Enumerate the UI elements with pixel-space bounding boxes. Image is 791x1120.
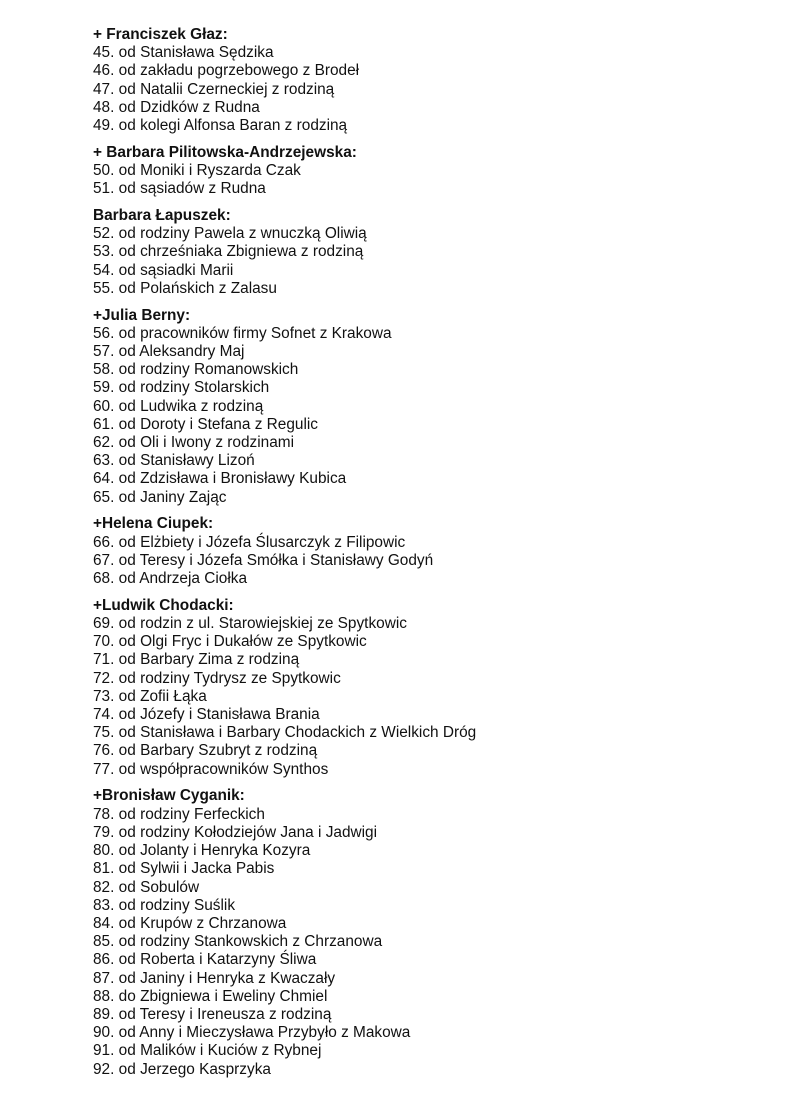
- list-item: 46. od zakładu pogrzebowego z Brodeł: [93, 62, 360, 80]
- list-item: 51. od sąsiadów z Rudna: [93, 180, 266, 198]
- section: [93, 207, 753, 298]
- list-item: 91. od Malików i Kuciów z Rybnej: [93, 1042, 322, 1060]
- list-item: 65. od Janiny Zając: [93, 488, 227, 506]
- list-item: 67. od Teresy i Józefa Smółka i Stanisławy Godyń: [93, 551, 434, 569]
- list-item: 84. od Krupów z Chrzanowa: [93, 914, 287, 932]
- section-heading: + Barbara Pilitowska-Andrzejewska:: [93, 143, 357, 161]
- section: [93, 597, 753, 779]
- list-item: 60. od Ludwika z rodziną: [93, 397, 264, 415]
- list-item: 56. od pracowników firmy Sofnet z Krakowa: [93, 324, 392, 342]
- list-item: 50. od Moniki i Ryszarda Czak: [93, 162, 301, 180]
- list-item: 78. od rodziny Ferfeckich: [93, 805, 265, 823]
- list-item: 82. od Sobulów: [93, 878, 200, 896]
- intentions-list: [93, 26, 753, 1087]
- list-item: 62. od Oli i Iwony z rodzinami: [93, 434, 295, 452]
- list-item: 57. od Aleksandry Maj: [93, 343, 245, 361]
- list-item: 81. od Sylwii i Jacka Pabis: [93, 860, 275, 878]
- section: [93, 307, 753, 507]
- section: [93, 787, 753, 1078]
- section-heading: +Helena Ciupek:: [93, 515, 214, 533]
- list-item: 85. od rodziny Stankowskich z Chrzanowa: [93, 933, 383, 951]
- list-item: 76. od Barbary Szubryt z rodziną: [93, 742, 318, 760]
- list-item: 68. od Andrzeja Ciołka: [93, 570, 248, 588]
- list-item: 92. od Jerzego Kasprzyka: [93, 1060, 271, 1078]
- list-item: 72. od rodziny Tydrysz ze Spytkowic: [93, 669, 341, 687]
- list-item: 89. od Teresy i Ireneusza z rodziną: [93, 1005, 332, 1023]
- list-item: 87. od Janiny i Henryka z Kwaczały: [93, 969, 336, 987]
- list-item: 70. od Olgi Fryc i Dukałów ze Spytkowic: [93, 633, 367, 651]
- section: [93, 144, 753, 199]
- list-item: 83. od rodziny Suślik: [93, 896, 236, 914]
- list-item: 71. od Barbary Zima z rodziną: [93, 651, 300, 669]
- section-heading: +Julia Berny:: [93, 306, 191, 324]
- list-item: 48. od Dzidków z Rudna: [93, 98, 260, 116]
- list-item: 55. od Polańskich z Zalasu: [93, 279, 277, 297]
- list-item: 47. od Natalii Czerneckiej z rodziną: [93, 80, 335, 98]
- list-item: 77. od współpracowników Synthos: [93, 760, 329, 778]
- list-item: 53. od chrześniaka Zbigniewa z rodziną: [93, 243, 364, 261]
- list-item: 61. od Doroty i Stefana z Regulic: [93, 415, 318, 433]
- list-item: 54. od sąsiadki Marii: [93, 261, 234, 279]
- section: [93, 515, 753, 588]
- list-item: 59. od rodziny Stolarskich: [93, 379, 270, 397]
- list-item: 88. do Zbigniewa i Eweliny Chmiel: [93, 987, 328, 1005]
- list-item: 66. od Elżbiety i Józefa Ślusarczyk z Filipowic: [93, 533, 406, 551]
- section-heading: Barbara Łapuszek:: [93, 207, 231, 225]
- list-item: 58. od rodziny Romanowskich: [93, 361, 299, 379]
- list-item: 80. od Jolanty i Henryka Kozyra: [93, 842, 311, 860]
- section-heading: +Bronisław Cyganik:: [93, 787, 245, 805]
- section: [93, 26, 753, 135]
- list-item: 69. od rodzin z ul. Starowiejskiej ze Spytkowic: [93, 615, 407, 633]
- list-item: 73. od Zofii Łąka: [93, 687, 207, 705]
- list-item: 64. od Zdzisława i Bronisławy Kubica: [93, 470, 347, 488]
- list-item: 49. od kolegi Alfonsa Baran z rodziną: [93, 117, 348, 135]
- section-heading: + Franciszek Głaz:: [93, 26, 228, 43]
- list-item: 90. od Anny i Mieczysława Przybyło z Makowa: [93, 1024, 411, 1042]
- list-item: 74. od Józefy i Stanisława Brania: [93, 706, 320, 724]
- list-item: 75. od Stanisława i Barbary Chodackich z Wielkich Dróg: [93, 724, 477, 742]
- list-item: 86. od Roberta i Katarzyny Śliwa: [93, 951, 317, 969]
- list-item: 63. od Stanisławy Lizoń: [93, 452, 255, 470]
- section-heading: +Ludwik Chodacki:: [93, 596, 234, 614]
- list-item: 52. od rodziny Pawela z wnuczką Oliwią: [93, 225, 367, 243]
- list-item: 79. od rodziny Kołodziejów Jana i Jadwigi: [93, 823, 378, 841]
- list-item: 45. od Stanisława Sędzika: [93, 44, 274, 62]
